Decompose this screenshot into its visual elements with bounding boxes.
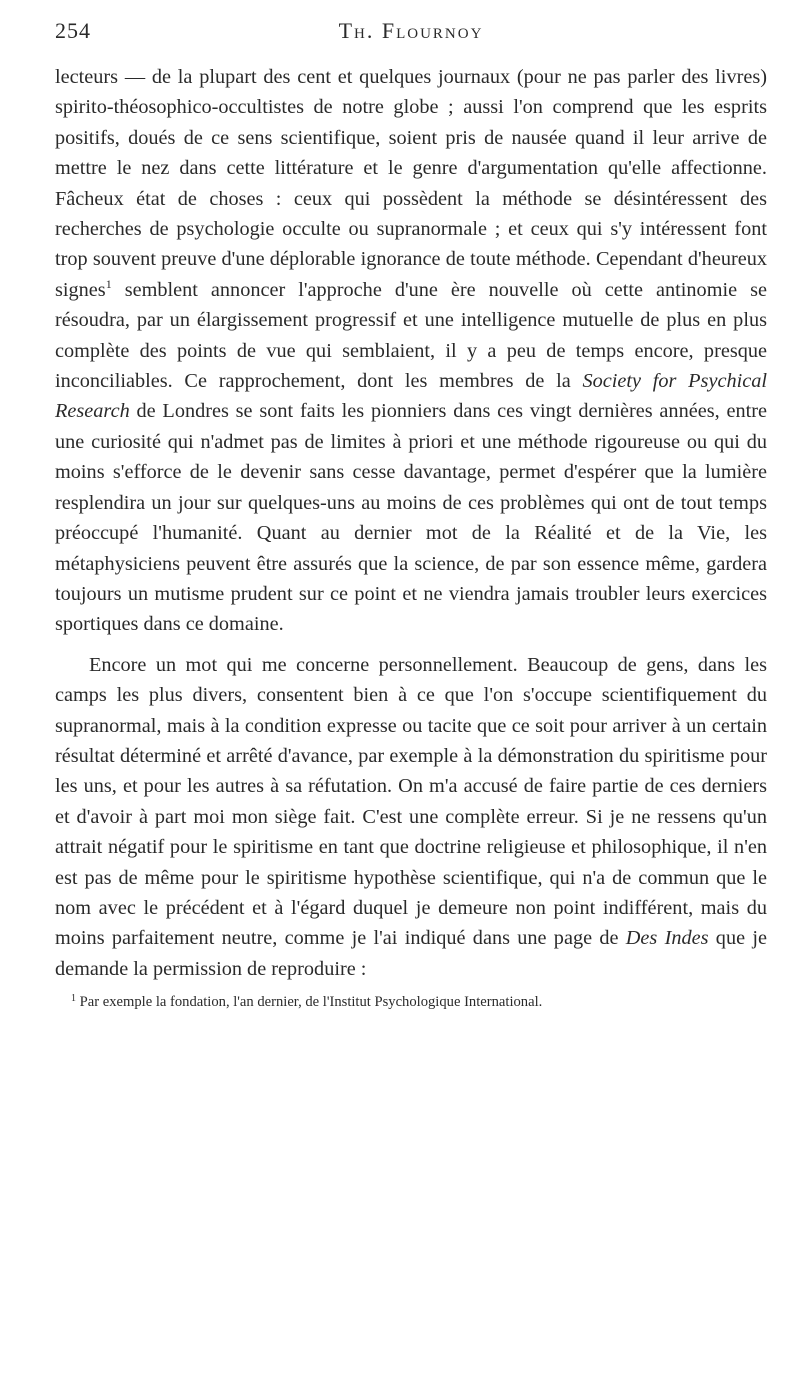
running-head: Th. Flournoy [338,18,484,43]
book-page [55,18,767,1012]
footnote-reference: 1 [105,276,112,291]
page-number: 254 [55,18,91,43]
body-text [55,62,767,984]
footnote-marker: 1 [71,993,76,1005]
book-title-italic: Des Indes [625,927,709,950]
paragraph-1 [55,62,767,640]
footnote-text: Par exemple la fondation, l'an dernier, de l'Institut Psychologique International. [76,994,543,1011]
paragraph-2-text-a: Encore un mot qui me concerne personnellement. Beaucoup de gens, dans les camps les plus divers, consentent bien à ce que l'on s'occupe scientifiquement du supranormal, mais à la condition expresse ou tacite que ce soit pour arriver à un certain résultat déterminé et arrêté d'avance, par exemple à la démonstration du spiritisme pour les uns, et pour les autres à sa réfutation. On m'a accusé de faire partie de ces derniers et d'avoir à part moi mon siège fait. C'est une complète erreur. Si je ne ressens qu'un attrait négatif pour le spiritisme en tant que doctrine religieuse et philosophique, il n'en est pas de même pour le spiritisme hypothèse scientifique, qui n'a de commun que le nom avec le précédent et à l'égard duquel je demeure non point indifférent, mais du moins parfaitement neutre, comme je l'ai indiqué dans une page de [55,653,767,950]
paragraph-1-text-c: de Londres se sont faits les pionniers dans ces vingt dernières années, entre une curiosité qui n'admet pas de limites à priori et une méthode rigoureuse ou qui du moins s'efforce de le devenir sans cesse davantage, permet d'espérer que la lumière resplendira un jour sur quelques-uns au moins de ces problèmes qui ont de tout temps préoccupé l'humanité. Quant au dernier mot de la Réalité et de la Vie, les métaphysiciens peuvent être assurés que la science, de par son essence même, gardera toujours un mutisme prudent sur ce point et ne viendra jamais troubler leurs exercices sportiques dans ce domaine. [55,400,767,636]
paragraph-1-text-b: semblent annoncer l'approche d'une ère nouvelle où cette antinomie se résoudra, par un élargissement progressif et une intelligence mutuelle de plus en plus complète des points de vue qui semblaient, il y a peu de temps encore, presque inconciliables. Ce rapprochement, dont les membres de la [55,278,767,393]
paragraph-2 [55,650,767,984]
society-name-italic: Society for Psychical Research [55,370,768,423]
page-header [55,18,767,54]
paragraph-2-text-b: que je demande la permission de reproduire : [55,927,767,980]
paragraph-1-text-a: lecteurs — de la plupart des cent et quelques journaux (pour ne pas parler des livres) spirito-théosophico-occultistes de notre globe ; aussi l'on comprend que les esprits positifs, doués de ce sens scientifique, soient pris de nausée quand il leur arrive de mettre le nez dans cette littérature et le genre d'argumentation qu'elle affectionne. Fâcheux état de choses : ceux qui possèdent la méthode se désintéressent des recherches de psychologie occulte ou supranormale ; et ceux qui s'y intéressent font trop souvent preuve d'une déplorable ignorance de toute méthode. Cependant d'heureux signes [55,66,767,301]
footnote [55,992,767,1012]
